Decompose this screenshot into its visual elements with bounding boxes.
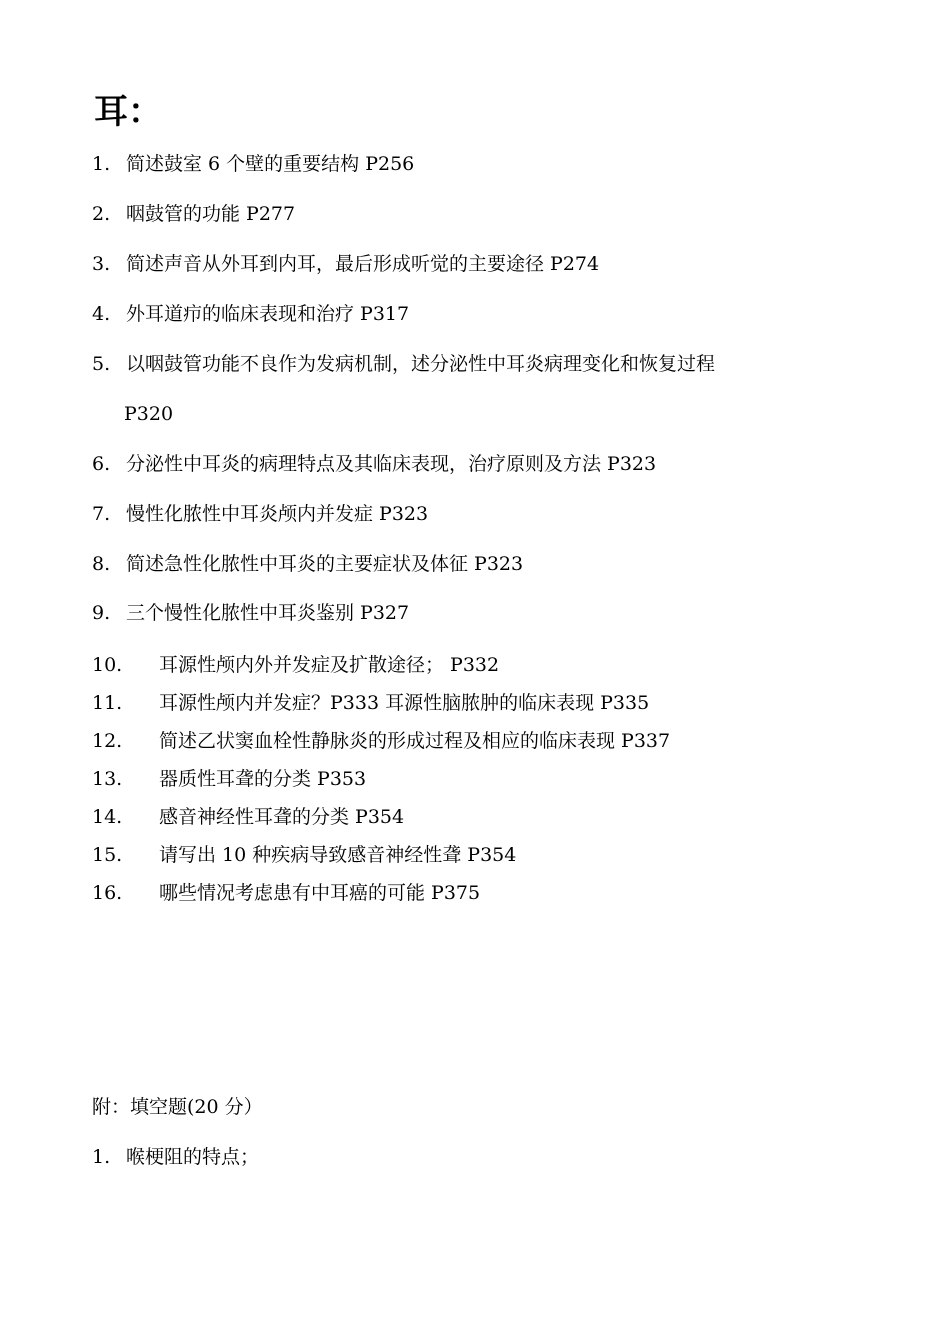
question-text: 简述声音从外耳到内耳，最后形成听觉的主要途径 P274 [126, 253, 600, 275]
question-item [92, 501, 428, 527]
question-item [92, 251, 599, 277]
question-item [92, 201, 295, 227]
question-text: 耳源性颅内并发症？P333 耳源性脑脓肿的临床表现 P335 [159, 692, 650, 714]
question-item [92, 151, 414, 177]
question-number: 9. [92, 602, 111, 624]
question-number: 5. [92, 353, 111, 375]
question-item [92, 880, 480, 906]
question-item [92, 451, 656, 477]
question-number: 4. [92, 303, 111, 325]
question-item [92, 842, 516, 868]
question-item [92, 690, 649, 716]
question-text: 三个慢性化脓性中耳炎鉴别 P327 [126, 602, 410, 624]
question-number: 16. [92, 882, 123, 904]
question-item [92, 728, 670, 754]
question-number: 6. [92, 453, 111, 475]
question-number: 3. [92, 253, 111, 275]
question-text: 请写出 10 种疾病导致感音神经性聋 P354 [159, 844, 517, 866]
question-number: 8. [92, 553, 111, 575]
question-number: 12. [92, 730, 123, 752]
appendix-item [92, 1144, 259, 1170]
section-heading: 耳： [94, 92, 162, 132]
question-text: 简述急性化脓性中耳炎的主要症状及体征 P323 [126, 553, 524, 575]
question-number: 11. [92, 692, 123, 714]
question-text: 耳源性颅内外并发症及扩散途径； P332 [159, 654, 500, 676]
question-text: 外耳道疖的临床表现和治疗 P317 [126, 303, 410, 325]
question-number: 1. [92, 153, 111, 175]
question-item [92, 804, 404, 830]
question-item [92, 551, 523, 577]
question-number: 13. [92, 768, 123, 790]
question-number: 10. [92, 654, 123, 676]
appendix-title: 附：填空题(20 分） [92, 1096, 263, 1118]
appendix-item-number: 1. [92, 1146, 111, 1168]
question-item [92, 652, 499, 678]
question-text: 以咽鼓管功能不良作为发病机制，述分泌性中耳炎病理变化和恢复过程 [126, 353, 716, 375]
question-item [92, 766, 366, 792]
question-item [92, 301, 409, 327]
question-number: 7. [92, 503, 111, 525]
question-item [92, 351, 715, 377]
appendix-item-text: 喉梗阻的特点； [126, 1146, 260, 1168]
question-text: 感音神经性耳聋的分类 P354 [159, 806, 405, 828]
question-text-continuation: P320 [124, 403, 174, 425]
question-text: 咽鼓管的功能 P277 [126, 203, 296, 225]
question-text: 哪些情况考虑患有中耳癌的可能 P375 [159, 882, 481, 904]
question-text: 分泌性中耳炎的病理特点及其临床表现，治疗原则及方法 P323 [126, 453, 657, 475]
question-text: 简述鼓室 6 个壁的重要结构 P256 [126, 153, 415, 175]
question-number: 15. [92, 844, 123, 866]
question-item [92, 600, 409, 626]
question-number: 14. [92, 806, 123, 828]
question-number: 2. [92, 203, 111, 225]
question-text: 慢性化脓性中耳炎颅内并发症 P323 [126, 503, 429, 525]
question-text: 简述乙状窦血栓性静脉炎的形成过程及相应的临床表现 P337 [159, 730, 671, 752]
question-text: 器质性耳聋的分类 P353 [159, 768, 367, 790]
